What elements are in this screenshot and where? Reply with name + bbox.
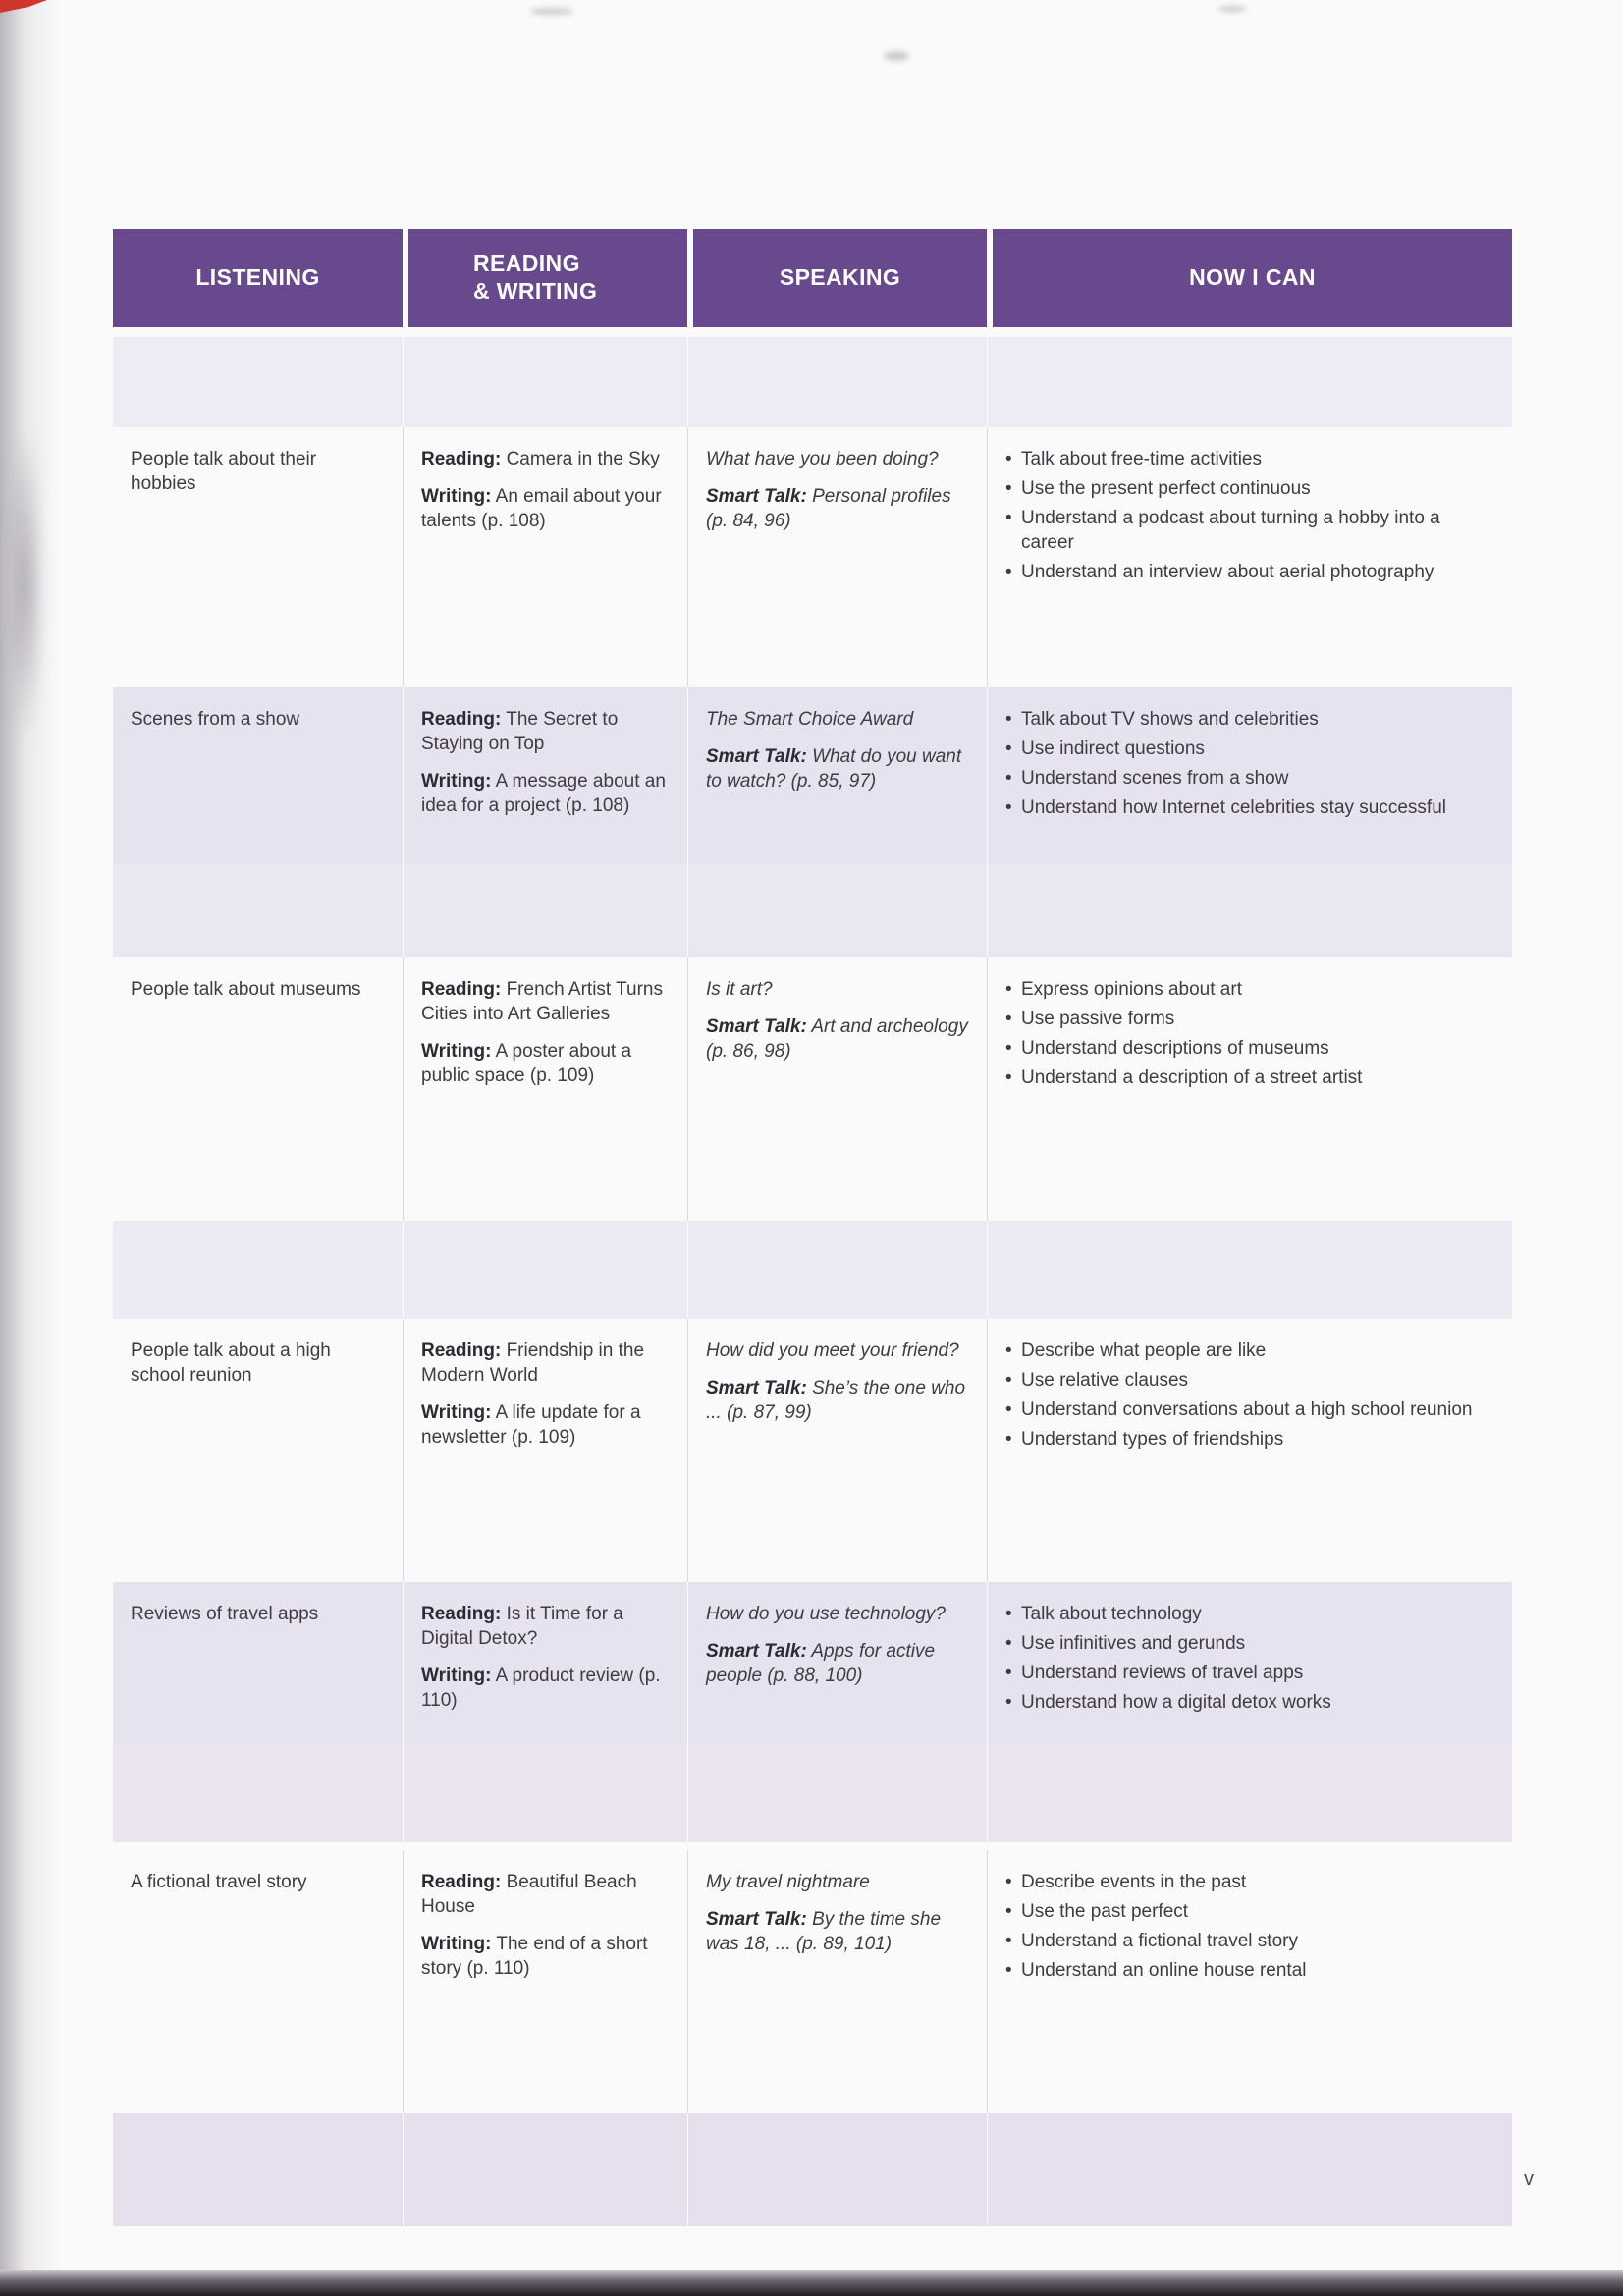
bleed-band-cell bbox=[113, 864, 403, 957]
can-text: Understand an online house rental bbox=[1021, 1960, 1307, 1982]
listening-text: Scenes from a show bbox=[131, 709, 300, 730]
writing-line bbox=[421, 484, 670, 533]
writing-label: Writing: bbox=[421, 486, 492, 508]
bleed-band bbox=[113, 864, 1512, 957]
bullet-icon: • bbox=[1005, 979, 1012, 1000]
can-text: Understand a fictional travel story bbox=[1021, 1931, 1298, 1952]
listening-text: People talk about their hobbies bbox=[131, 449, 317, 495]
writing-line bbox=[421, 1400, 670, 1449]
writing-label: Writing: bbox=[421, 771, 492, 793]
can-item bbox=[1005, 1602, 1494, 1626]
reading-label: Reading: bbox=[421, 1604, 502, 1624]
listening-cell bbox=[113, 687, 403, 864]
can-item bbox=[1005, 795, 1494, 820]
can-text: Describe what people are like bbox=[1021, 1340, 1267, 1361]
now-i-can-list bbox=[1005, 707, 1494, 820]
now-i-can-list bbox=[1005, 1602, 1494, 1715]
scope-sequence-table bbox=[113, 229, 1512, 2226]
can-text: Describe events in the past bbox=[1021, 1872, 1247, 1892]
can-item bbox=[1005, 1631, 1494, 1656]
can-text: Use relative clauses bbox=[1021, 1370, 1189, 1392]
listening-text: Reviews of travel apps bbox=[131, 1604, 319, 1624]
listening-cell bbox=[113, 427, 403, 687]
bleed-band-cell bbox=[113, 1221, 403, 1319]
now-i-can-cell bbox=[987, 957, 1512, 1221]
listening-text: A fictional travel story bbox=[131, 1872, 307, 1892]
bleed-band-cell bbox=[987, 1744, 1512, 1842]
writing-text: The end of a short story (p. 110) bbox=[421, 1934, 648, 1980]
header-now-i-can-label: NOW I CAN bbox=[1189, 264, 1316, 291]
now-i-can-cell bbox=[987, 1582, 1512, 1744]
speaking-cell bbox=[687, 687, 987, 864]
smart-talk-label: Smart Talk: bbox=[706, 746, 807, 768]
now-i-can-list bbox=[1005, 1870, 1494, 1983]
bleed-band-cell bbox=[687, 2113, 987, 2226]
bleed-band bbox=[113, 1221, 1512, 1319]
bullet-icon: • bbox=[1005, 1960, 1012, 1982]
bullet-icon: • bbox=[1005, 1872, 1012, 1892]
writing-label: Writing: bbox=[421, 1041, 492, 1063]
reading-writing-cell bbox=[403, 1850, 687, 2113]
speaking-cell bbox=[687, 427, 987, 687]
bleed-band-cell bbox=[403, 2113, 687, 2226]
smart-talk-line bbox=[706, 1907, 969, 1956]
can-text: Express opinions about art bbox=[1021, 979, 1242, 1000]
speaking-cell bbox=[687, 957, 987, 1221]
bullet-icon: • bbox=[1005, 1633, 1012, 1655]
bleed-band-cell bbox=[403, 864, 687, 957]
now-i-can-list bbox=[1005, 1339, 1494, 1451]
can-item bbox=[1005, 1427, 1494, 1451]
can-text: Understand descriptions of museums bbox=[1021, 1038, 1329, 1060]
bullet-icon: • bbox=[1005, 562, 1012, 583]
can-item bbox=[1005, 1007, 1494, 1031]
table-row bbox=[113, 1319, 1512, 1582]
scan-smudge bbox=[1217, 6, 1247, 12]
can-item bbox=[1005, 1066, 1494, 1090]
smart-talk-text: Art and archeology (p. 86, 98) bbox=[706, 1016, 968, 1063]
reading-line bbox=[421, 1339, 670, 1388]
smart-talk-label: Smart Talk: bbox=[706, 1641, 807, 1663]
can-text: Understand conversations about a high school reunion bbox=[1021, 1399, 1473, 1421]
reading-line bbox=[421, 977, 670, 1026]
now-i-can-cell bbox=[987, 1850, 1512, 2113]
reading-label: Reading: bbox=[421, 449, 502, 469]
can-item bbox=[1005, 1690, 1494, 1715]
writing-line bbox=[421, 1932, 670, 1981]
now-i-can-list bbox=[1005, 977, 1494, 1090]
now-i-can-cell bbox=[987, 1319, 1512, 1582]
bleed-band-cell bbox=[403, 337, 687, 427]
speaking-prompt: My travel nightmare bbox=[706, 1872, 870, 1892]
bullet-icon: • bbox=[1005, 1931, 1012, 1952]
reading-text: Beautiful Beach House bbox=[421, 1872, 637, 1918]
speaking-cell bbox=[687, 1582, 987, 1744]
table-row bbox=[113, 427, 1512, 687]
smart-talk-label: Smart Talk: bbox=[706, 1016, 807, 1038]
can-text: Understand a podcast about turning a hobby into a career bbox=[1021, 508, 1440, 554]
page-curl-shadow bbox=[0, 0, 61, 2296]
bullet-icon: • bbox=[1005, 1067, 1012, 1089]
can-item bbox=[1005, 1397, 1494, 1422]
smart-talk-line bbox=[706, 1376, 969, 1425]
reading-text: The Secret to Staying on Top bbox=[421, 709, 619, 755]
writing-line bbox=[421, 1039, 670, 1088]
reading-label: Reading: bbox=[421, 709, 502, 730]
bleed-band-cell bbox=[113, 337, 403, 427]
smart-talk-text: What do you want to watch? (p. 85, 97) bbox=[706, 746, 962, 793]
can-item bbox=[1005, 766, 1494, 791]
speaking-prompt: How did you meet your friend? bbox=[706, 1340, 959, 1361]
can-item bbox=[1005, 560, 1494, 584]
smart-talk-label: Smart Talk: bbox=[706, 1378, 807, 1399]
can-text: Understand how a digital detox works bbox=[1021, 1692, 1331, 1714]
bleed-band-cell bbox=[113, 2113, 403, 2226]
table-row bbox=[113, 1582, 1512, 1744]
bleed-band-cell bbox=[403, 1744, 687, 1842]
smart-talk-text: By the time she was 18, ... (p. 89, 101) bbox=[706, 1909, 942, 1955]
bullet-icon: • bbox=[1005, 449, 1012, 469]
speaking-prompt: Is it art? bbox=[706, 979, 773, 1000]
speaking-prompt: How do you use technology? bbox=[706, 1604, 946, 1624]
scan-corner-mark bbox=[0, 0, 47, 13]
bullet-icon: • bbox=[1005, 508, 1012, 529]
can-text: Understand an interview about aerial photography bbox=[1021, 562, 1434, 583]
table-header-row bbox=[113, 229, 1512, 327]
reading-writing-cell bbox=[403, 427, 687, 687]
bleed-band bbox=[113, 337, 1512, 427]
bullet-icon: • bbox=[1005, 1038, 1012, 1060]
reading-text: French Artist Turns Cities into Art Galleries bbox=[421, 979, 664, 1025]
listening-text: People talk about museums bbox=[131, 979, 361, 1000]
smart-talk-text: She’s the one who ... (p. 87, 99) bbox=[706, 1378, 966, 1424]
bullet-icon: • bbox=[1005, 709, 1012, 730]
writing-text: An email about your talents (p. 108) bbox=[421, 486, 662, 532]
reading-label: Reading: bbox=[421, 979, 502, 1000]
reading-writing-cell bbox=[403, 1319, 687, 1582]
smart-talk-text: Apps for active people (p. 88, 100) bbox=[706, 1641, 936, 1687]
reading-label: Reading: bbox=[421, 1872, 502, 1892]
table-row bbox=[113, 957, 1512, 1221]
bullet-icon: • bbox=[1005, 1009, 1012, 1030]
bullet-icon: • bbox=[1005, 768, 1012, 790]
bullet-icon: • bbox=[1005, 1692, 1012, 1714]
bullet-icon: • bbox=[1005, 1429, 1012, 1450]
can-item bbox=[1005, 1958, 1494, 1983]
can-text: Use indirect questions bbox=[1021, 738, 1205, 760]
smart-talk-line bbox=[706, 1639, 969, 1688]
bleed-band-cell bbox=[687, 1744, 987, 1842]
smart-talk-text: Personal profiles (p. 84, 96) bbox=[706, 486, 951, 532]
can-text: Understand how Internet celebrities stay successful bbox=[1021, 797, 1446, 819]
listening-text: People talk about a high school reunion bbox=[131, 1340, 331, 1387]
table-row bbox=[113, 1850, 1512, 2113]
can-item bbox=[1005, 1899, 1494, 1924]
can-item bbox=[1005, 737, 1494, 761]
reading-label: Reading: bbox=[421, 1340, 502, 1361]
writing-text: A product review (p. 110) bbox=[421, 1666, 661, 1712]
can-item bbox=[1005, 1036, 1494, 1061]
can-text: Understand a description of a street artist bbox=[1021, 1067, 1363, 1089]
table-row bbox=[113, 687, 1512, 864]
header-speaking bbox=[687, 229, 987, 327]
header-reading-writing bbox=[403, 229, 687, 327]
can-item bbox=[1005, 1339, 1494, 1363]
header-now-i-can bbox=[987, 229, 1512, 327]
bleed-band bbox=[113, 1744, 1512, 1842]
smart-talk-label: Smart Talk: bbox=[706, 1909, 807, 1931]
reading-writing-cell bbox=[403, 687, 687, 864]
listening-cell bbox=[113, 1319, 403, 1582]
bullet-icon: • bbox=[1005, 1901, 1012, 1923]
can-item bbox=[1005, 1368, 1494, 1393]
can-item bbox=[1005, 447, 1494, 471]
writing-line bbox=[421, 1664, 670, 1713]
can-item bbox=[1005, 1929, 1494, 1953]
now-i-can-list bbox=[1005, 447, 1494, 584]
can-text: Understand reviews of travel apps bbox=[1021, 1663, 1304, 1684]
header-listening-label: LISTENING bbox=[195, 264, 320, 291]
scan-bottom-edge bbox=[0, 2270, 1623, 2296]
bleed-band-cell bbox=[987, 1221, 1512, 1319]
bleed-band-cell bbox=[687, 337, 987, 427]
speaking-cell bbox=[687, 1850, 987, 2113]
can-text: Talk about TV shows and celebrities bbox=[1021, 709, 1319, 730]
writing-text: A poster about a public space (p. 109) bbox=[421, 1041, 632, 1087]
can-item bbox=[1005, 476, 1494, 501]
bullet-icon: • bbox=[1005, 1340, 1012, 1361]
header-speaking-label: SPEAKING bbox=[779, 264, 901, 291]
reading-writing-cell bbox=[403, 957, 687, 1221]
can-text: Use infinitives and gerunds bbox=[1021, 1633, 1246, 1655]
speaking-prompt: What have you been doing? bbox=[706, 449, 939, 469]
bleed-band-cell bbox=[403, 1221, 687, 1319]
bullet-icon: • bbox=[1005, 1604, 1012, 1624]
reading-line bbox=[421, 447, 670, 471]
bullet-icon: • bbox=[1005, 797, 1012, 819]
smart-talk-line bbox=[706, 1014, 969, 1064]
header-listening bbox=[113, 229, 403, 327]
scan-smudge bbox=[530, 8, 573, 15]
listening-cell bbox=[113, 1850, 403, 2113]
bleed-band bbox=[113, 2113, 1512, 2226]
can-item bbox=[1005, 1661, 1494, 1685]
can-text: Use passive forms bbox=[1021, 1009, 1175, 1030]
header-reading-line: READING bbox=[473, 250, 580, 277]
smart-talk-line bbox=[706, 484, 969, 533]
scan-smudge bbox=[884, 51, 909, 61]
listening-cell bbox=[113, 1582, 403, 1744]
can-item bbox=[1005, 506, 1494, 555]
bullet-icon: • bbox=[1005, 1663, 1012, 1684]
bleed-band-cell bbox=[687, 1221, 987, 1319]
speaking-prompt: The Smart Choice Award bbox=[706, 709, 914, 730]
reading-line bbox=[421, 1870, 670, 1919]
reading-writing-cell bbox=[403, 1582, 687, 1744]
can-text: Use the present perfect continuous bbox=[1021, 478, 1311, 500]
reading-text: Is it Time for a Digital Detox? bbox=[421, 1604, 623, 1650]
can-text: Use the past perfect bbox=[1021, 1901, 1189, 1923]
reading-line bbox=[421, 707, 670, 756]
can-text: Talk about free-time activities bbox=[1021, 449, 1262, 469]
can-item bbox=[1005, 707, 1494, 732]
bleed-band-cell bbox=[987, 864, 1512, 957]
bleed-band-cell bbox=[687, 864, 987, 957]
smart-talk-label: Smart Talk: bbox=[706, 486, 807, 508]
bullet-icon: • bbox=[1005, 1399, 1012, 1421]
writing-label: Writing: bbox=[421, 1402, 492, 1424]
reading-text: Friendship in the Modern World bbox=[421, 1340, 645, 1387]
now-i-can-cell bbox=[987, 687, 1512, 864]
writing-text: A message about an idea for a project (p. 108) bbox=[421, 771, 666, 817]
writing-label: Writing: bbox=[421, 1666, 492, 1687]
bullet-icon: • bbox=[1005, 1370, 1012, 1392]
header-writing-line: & WRITING bbox=[473, 278, 598, 303]
can-item bbox=[1005, 1870, 1494, 1894]
writing-text: A life update for a newsletter (p. 109) bbox=[421, 1402, 641, 1449]
can-text: Understand types of friendships bbox=[1021, 1429, 1284, 1450]
listening-cell bbox=[113, 957, 403, 1221]
can-text: Understand scenes from a show bbox=[1021, 768, 1289, 790]
reading-text: Camera in the Sky bbox=[506, 449, 660, 469]
bullet-icon: • bbox=[1005, 738, 1012, 760]
writing-line bbox=[421, 769, 670, 818]
now-i-can-cell bbox=[987, 427, 1512, 687]
can-item bbox=[1005, 977, 1494, 1002]
bullet-icon: • bbox=[1005, 478, 1012, 500]
bleed-band-cell bbox=[987, 2113, 1512, 2226]
can-text: Talk about technology bbox=[1021, 1604, 1202, 1624]
bleed-band-cell bbox=[987, 337, 1512, 427]
page-curl-streak bbox=[8, 422, 43, 746]
smart-talk-line bbox=[706, 744, 969, 793]
speaking-cell bbox=[687, 1319, 987, 1582]
page-number: v bbox=[1524, 2168, 1534, 2190]
reading-line bbox=[421, 1602, 670, 1651]
bleed-band-cell bbox=[113, 1744, 403, 1842]
writing-label: Writing: bbox=[421, 1934, 492, 1955]
